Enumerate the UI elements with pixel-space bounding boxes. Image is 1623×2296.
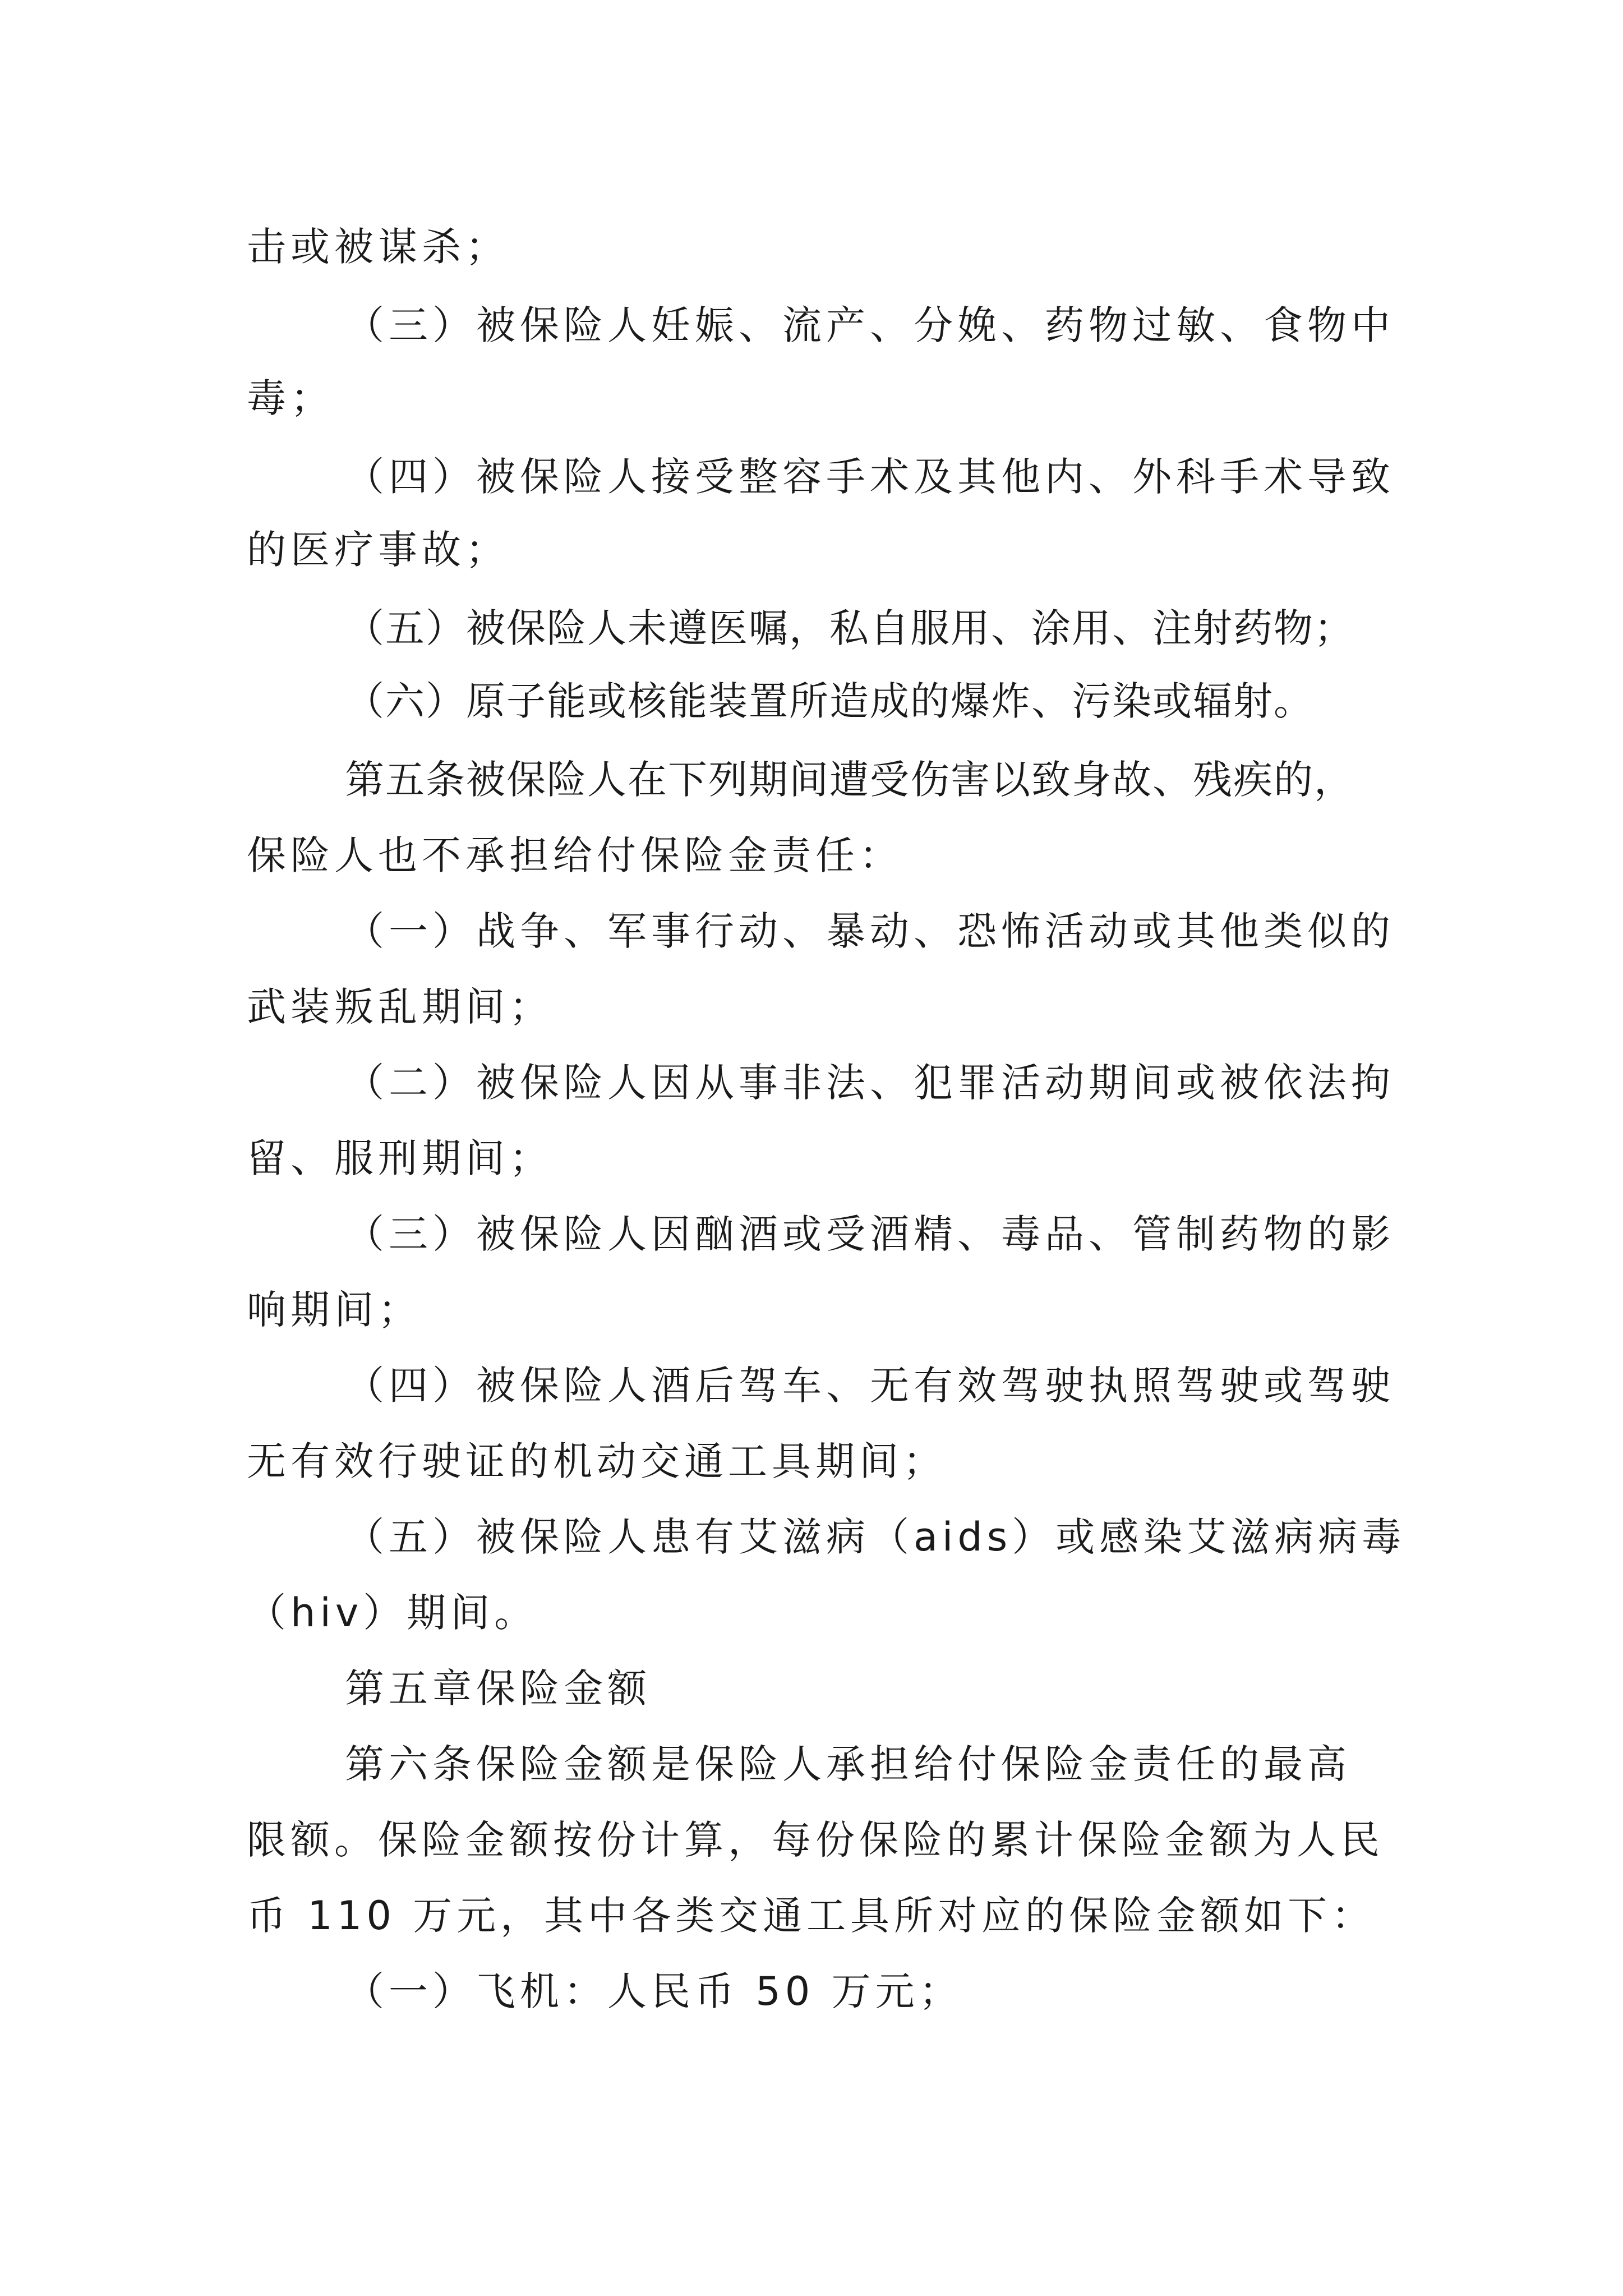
text-line: 武装叛乱期间； <box>247 984 553 1030</box>
text-line: （四）被保险人接受整容手术及其他内、外科手术导致 <box>345 454 1395 500</box>
text-line: （hiv）期间。 <box>247 1590 538 1636</box>
text-line: 币 110 万元，其中各类交通工具所对应的保险金额如下： <box>247 1893 1376 1939</box>
text-line: （六）原子能或核能装置所造成的爆炸、污染或辐射。 <box>345 678 1314 724</box>
text-line: 留、服刑期间； <box>247 1135 553 1181</box>
text-line: 响期间； <box>247 1287 422 1333</box>
text-line: （四）被保险人酒后驾车、无有效驾驶执照驾驶或驾驶 <box>345 1363 1395 1409</box>
text-line: 限额。保险金额按份计算，每份保险的累计保险金额为人民 <box>247 1817 1384 1863</box>
text-line: 第六条保险金额是保险人承担给付保险金责任的最高 <box>345 1741 1351 1787</box>
text-line: （二）被保险人因从事非法、犯罪活动期间或被依法拘 <box>345 1060 1395 1106</box>
text-line: 击或被谋杀； <box>247 224 509 270</box>
text-line: （一）战争、军事行动、暴动、恐怖活动或其他类似的 <box>345 908 1395 954</box>
text-line: （五）被保险人未遵医嘱，私自服用、涂用、注射药物； <box>345 605 1354 651</box>
text-line: （三）被保险人妊娠、流产、分娩、药物过敏、食物中 <box>345 302 1395 348</box>
text-line: 的医疗事故； <box>247 527 509 573</box>
text-line: 无有效行驶证的机动交通工具期间； <box>247 1438 947 1484</box>
text-line: （三）被保险人因酗酒或受酒精、毒品、管制药物的影 <box>345 1211 1395 1257</box>
text-line: 毒； <box>247 375 334 421</box>
text-line: 保险人也不承担给付保险金责任： <box>247 832 903 878</box>
text-line: （五）被保险人患有艾滋病（aids）或感染艾滋病病毒 <box>345 1514 1406 1560</box>
section-heading: 第五章保险金额 <box>345 1665 651 1711</box>
text-line: （一）飞机：人民币 50 万元； <box>345 1968 963 2014</box>
text-line: 第五条被保险人在下列期间遭受伤害以致身故、残疾的， <box>345 757 1354 803</box>
